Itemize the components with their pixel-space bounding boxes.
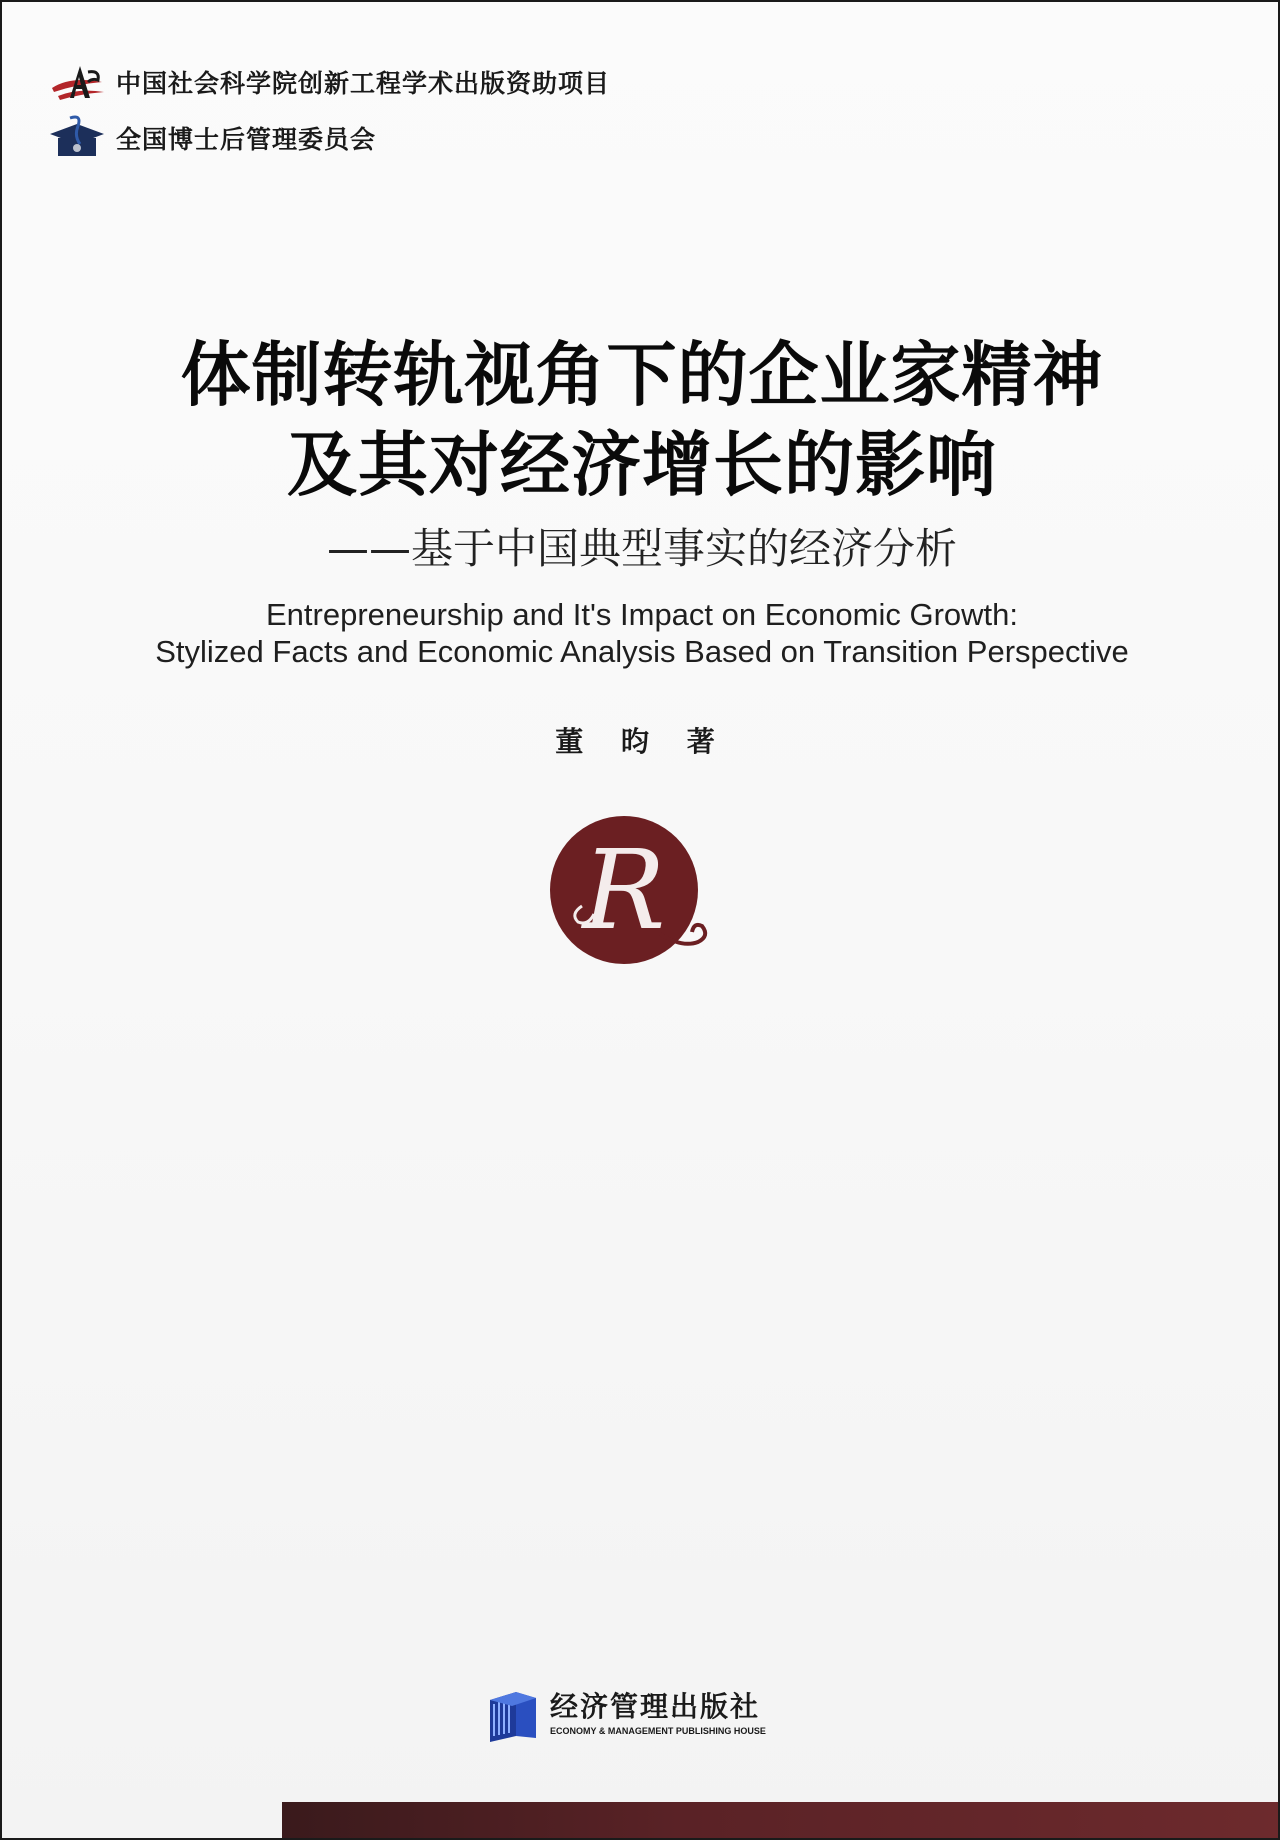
sponsor-cass bbox=[48, 58, 610, 106]
sponsor-postdoc-committee-label: 全国博士后管理委员会 bbox=[116, 125, 377, 154]
postdoc-committee-logo-icon bbox=[48, 114, 106, 162]
sponsor-cass-label: 中国社会科学院创新工程学术出版资助项目 bbox=[116, 69, 611, 98]
sponsor-postdoc-committee bbox=[48, 114, 376, 162]
author-credit: 董 昀 著 bbox=[555, 725, 729, 758]
title-line-2: 及其对经济增长的影响 bbox=[287, 423, 997, 506]
subtitle-english-line-1: Entrepreneurship and It's Impact on Economic Growth: bbox=[265, 597, 1018, 632]
subtitle-chinese: ——基于中国典型事实的经济分析 bbox=[326, 524, 957, 573]
publisher-name-english: ECONOMY & MANAGEMENT PUBLISHING HOUSE bbox=[550, 1726, 766, 1737]
subtitle-english-line-2: Stylized Facts and Economic Analysis Based on Transition Perspective bbox=[155, 634, 1129, 669]
cass-logo-icon bbox=[48, 58, 106, 106]
title-line-1: 体制转轨视角下的企业家精神 bbox=[180, 333, 1104, 416]
publisher-name-chinese: 经济管理出版社 bbox=[550, 1689, 761, 1723]
publisher-books-logo-icon bbox=[486, 1686, 540, 1742]
r-monogram-emblem-icon bbox=[542, 810, 722, 970]
bottom-decorative-bar bbox=[282, 1802, 1278, 1838]
emblem-letter: R bbox=[582, 826, 666, 954]
publisher bbox=[486, 1684, 766, 1744]
